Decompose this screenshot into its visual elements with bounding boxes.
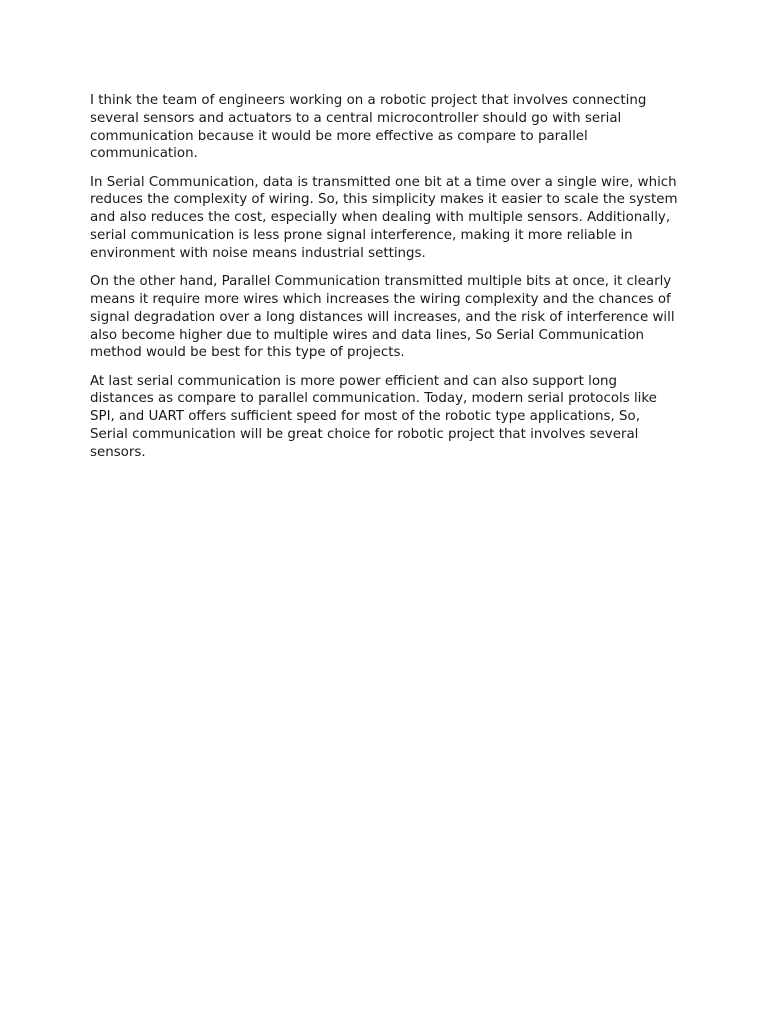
document-body [90, 92, 680, 472]
paragraph-3: On the other hand, Parallel Communication transmitted multiple bits at once, it clearly means it require more wires which increases the wiring complexity and the chances of signal degradation over a long distances will increases, and the risk of interference will also become higher due to multiple wires and data lines, So Serial Communication method would be best for this type of projects. [90, 274, 675, 361]
paragraph-2: In Serial Communication, data is transmitted one bit at a time over a single wire, which reduces the complexity of wiring. So, this simplicity makes it easier to scale the system and also reduces the cost, especially when dealing with multiple sensors. Additionally, serial communication is less prone signal interference, making it more reliable in environment with noise means industrial settings. [90, 174, 678, 261]
paragraph-1: I think the team of engineers working on a robotic project that involves connecting several sensors and actuators to a central microcontroller should go with serial communication because it would be more effective as compare to parallel communication. [90, 93, 647, 162]
paragraph-4: At last serial communication is more power efficient and can also support long distances as compare to parallel communication. Today, modern serial protocols like SPI, and UART offers sufficient speed for most of the robotic type applications, So, Serial communication will be great choice for robotic project that involves several sensors. [90, 373, 657, 460]
